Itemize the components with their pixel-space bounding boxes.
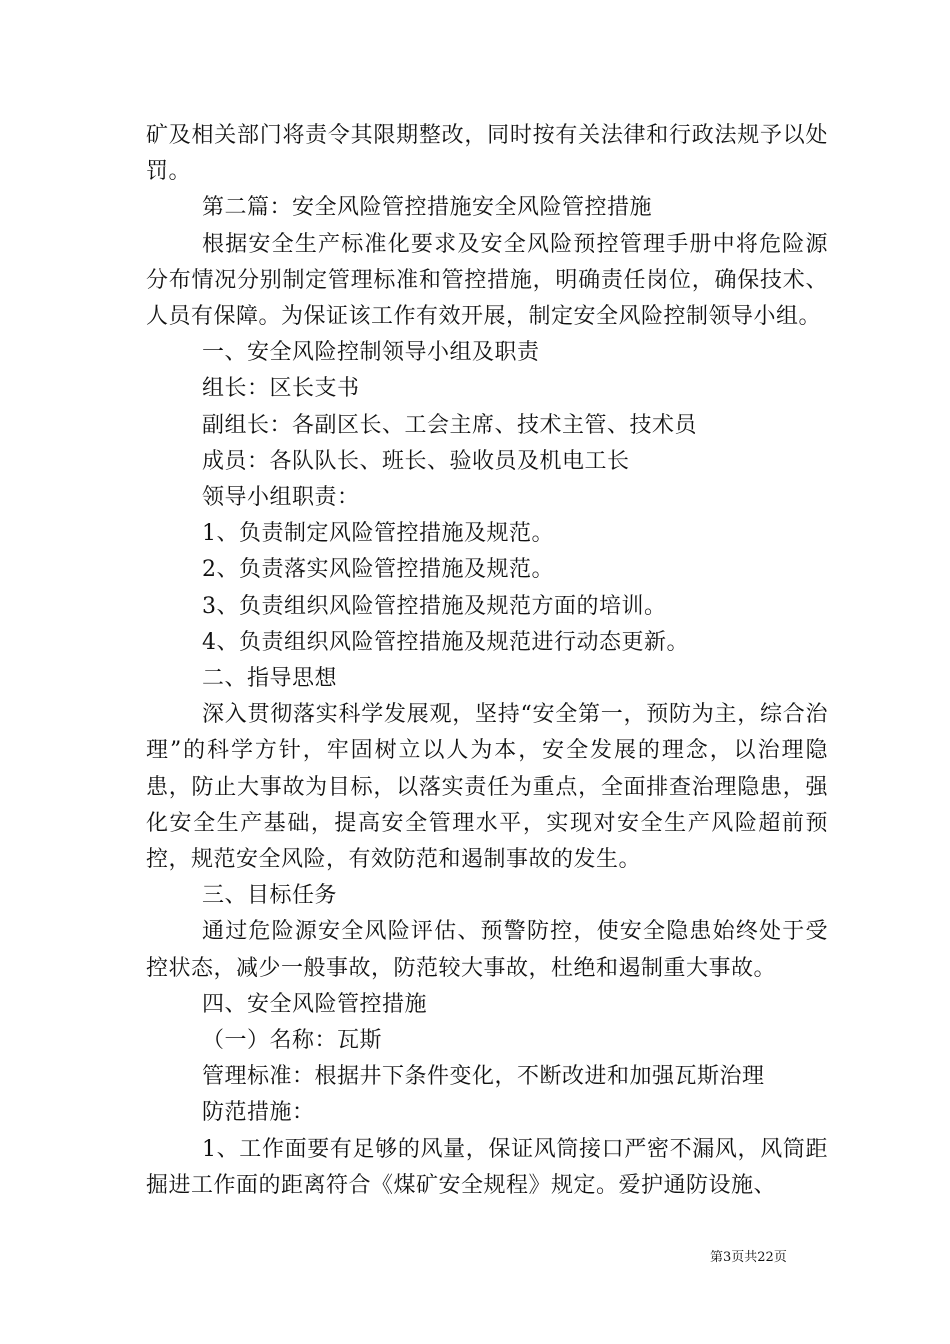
- paragraph: 第二篇：安全风险管控措施安全风险管控措施: [202, 195, 653, 221]
- paragraph: 深入贯彻落实科学发展观，坚持“安全第一，预防为主，综合治理”的科学方针，牢固树立以人为本，安全发展的理念，以治理隐患，防止大事故为目标，以落实责任为重点，全面排查治理隐患，强化安全生产基础，提高安全管理水平，实现对安全生产风险超前预控，规范安全风险，有效防范和遏制事故的发生。: [146, 702, 828, 873]
- paragraph: 矿及相关部门将责令其限期整改，同时按有关法律和行政法规予以处罚。: [146, 123, 828, 185]
- paragraph: 3、负责组织风险管控措施及规范方面的培训。: [202, 593, 667, 619]
- paragraph: 防范措施：: [202, 1100, 315, 1126]
- paragraph: 三、目标任务: [202, 883, 338, 909]
- page-number: 第3页共22页: [710, 1250, 787, 1265]
- paragraph: （一）名称：瓦斯: [202, 1028, 383, 1054]
- paragraph: 副组长：各副区长、工会主席、技术主管、技术员: [202, 412, 698, 438]
- paragraph: 1、负责制定风险管控措施及规范。: [202, 521, 554, 547]
- paragraph: 2、负责落实风险管控措施及规范。: [202, 557, 554, 583]
- paragraph: 通过危险源安全风险评估、预警防控，使安全隐患始终处于受控状态，减少一般事故，防范较大事故，杜绝和遏制重大事故。: [146, 919, 828, 981]
- paragraph: 4、负责组织风险管控措施及规范进行动态更新。: [202, 629, 689, 655]
- paragraph: 管理标准：根据井下条件变化，不断改进和加强瓦斯治理: [202, 1064, 765, 1090]
- paragraph: 组长：区长支书: [202, 376, 360, 402]
- paragraph: 根据安全生产标准化要求及安全风险预控管理手册中将危险源分布情况分别制定管理标准和管控措施，明确责任岗位，确保技术、人员有保障。为保证该工作有效开展，制定安全风险控制领导小组。: [146, 231, 828, 330]
- paragraph: 二、指导思想: [202, 666, 338, 692]
- document-body: [146, 118, 828, 1204]
- paragraph: 成员：各队队长、班长、验收员及机电工长: [202, 448, 630, 474]
- paragraph: 1、工作面要有足够的风量，保证风筒接口严密不漏风，风筒距掘进工作面的距离符合《煤矿安全规程》规定。爱护通防设施、: [146, 1136, 828, 1198]
- paragraph: 一、安全风险控制领导小组及职责: [202, 340, 540, 366]
- paragraph: 四、安全风险管控措施: [202, 991, 428, 1017]
- paragraph: 领导小组职责：: [202, 485, 360, 511]
